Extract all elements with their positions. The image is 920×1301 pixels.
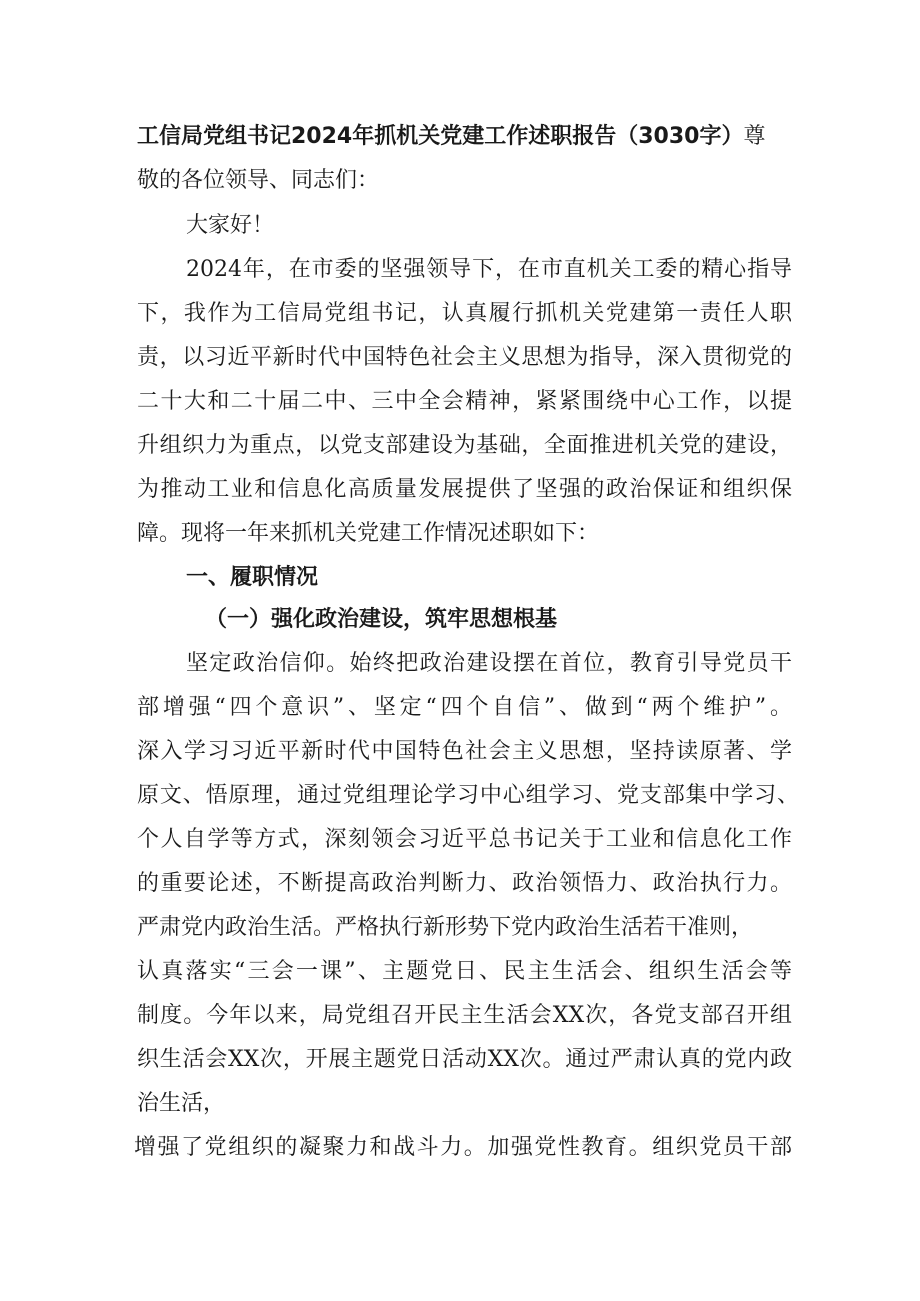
title-tail: 尊 bbox=[743, 124, 766, 149]
body-line-5: 个人自学等方式，深刻领会习近平总书记关于工业和信息化工作 bbox=[137, 827, 792, 852]
salutation: 敬的各位领导、同志们： bbox=[137, 168, 380, 193]
section-heading-1: 一、履职情况 bbox=[186, 565, 319, 590]
body-line-3: 深入学习习近平新时代中国特色社会主义思想，坚持读原著、学 bbox=[137, 739, 792, 764]
intro-line-4: 二十大和二十届二中、三中全会精神，紧紧围绕中心工作，以提 bbox=[137, 389, 792, 414]
body-line-11: 治生活， bbox=[137, 1091, 226, 1116]
body-line-2: 部增强“四个意识”、坚定“四个自信”、做到“两个维护”。 bbox=[137, 695, 792, 720]
intro-line-7: 障。现将一年来抓机关党建工作情况述职如下： bbox=[137, 521, 600, 546]
intro-line-5: 升组织力为重点，以党支部建设为基础，全面推进机关党的建设， bbox=[137, 433, 792, 458]
document-title bbox=[137, 122, 797, 152]
body-line-9: 制度。今年以来，局党组召开民主生活会XX次，各党支部召开组 bbox=[137, 1003, 792, 1028]
greeting: 大家好！ bbox=[186, 213, 275, 238]
intro-line-6: 为推动工业和信息化高质量发展提供了坚强的政治保证和组织保 bbox=[137, 477, 792, 502]
body-line-7: 严肃党内政治生活。严格执行新形势下党内政治生活若干准则， bbox=[137, 915, 754, 940]
body-line-10: 织生活会XX次，开展主题党日活动XX次。通过严肃认真的党内政 bbox=[137, 1047, 792, 1072]
body-line-6: 的重要论述，不断提高政治判断力、政治领悟力、政治执行力。 bbox=[137, 871, 792, 896]
body-line-4: 原文、悟原理，通过党组理论学习中心组学习、党支部集中学习、 bbox=[137, 783, 799, 808]
body-line-8: 认真落实“三会一课”、主题党日、民主生活会、组织生活会等 bbox=[137, 959, 792, 984]
body-line-12: 增强了党组织的凝聚力和战斗力。加强党性教育。组织党员干部 bbox=[134, 1135, 792, 1160]
intro-line-1: 2024年，在市委的坚强领导下，在市直机关工委的精心指导 bbox=[186, 257, 792, 282]
intro-line-3: 责，以习近平新时代中国特色社会主义思想为指导，深入贯彻党的 bbox=[137, 345, 792, 370]
title-text: 工信局党组书记2024年抓机关党建工作述职报告（3030字） bbox=[137, 124, 744, 149]
body-line-1: 坚定政治信仰。始终把政治建设摆在首位，教育引导党员干 bbox=[186, 651, 792, 676]
intro-line-2: 下，我作为工信局党组书记，认真履行抓机关党建第一责任人职 bbox=[137, 301, 792, 326]
subsection-heading-1: （一）强化政治建设，筑牢思想根基 bbox=[205, 607, 558, 632]
